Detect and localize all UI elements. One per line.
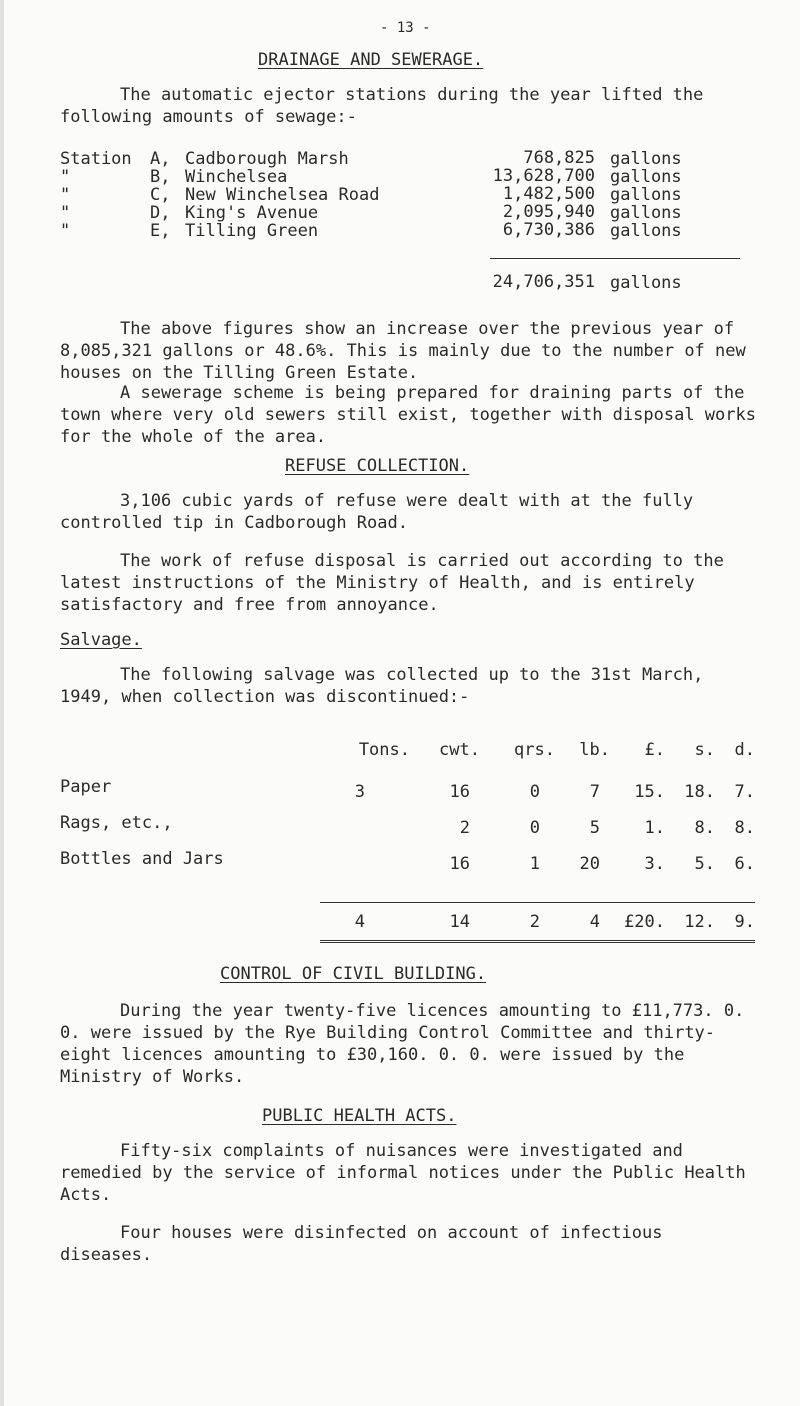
table-total-cell: £20. [624, 912, 665, 932]
station-name: New Winchelsea Road [185, 185, 380, 205]
sewage-total: 24,706,351 [492, 272, 595, 292]
salvage-intro: The following salvage was collected up to the 31st March, 1949, when collection was discontinued:- [60, 665, 704, 707]
drainage-intro: The automatic ejector stations during the year lifted the following amounts of sewage:- [60, 85, 704, 127]
table-cell: 8. [734, 818, 755, 838]
table-cell: 2 [459, 818, 470, 838]
station-name: King's Avenue [185, 203, 319, 223]
station-letter: D, [150, 203, 171, 223]
station-amount: 768,825 [523, 148, 595, 168]
column-header: Tons. [358, 740, 410, 760]
station-letter: E, [150, 221, 171, 241]
column-header: lb. [579, 740, 610, 760]
station-unit: gallons [610, 185, 682, 205]
station-amount: 6,730,386 [502, 220, 595, 240]
column-header: s. [694, 740, 715, 760]
table-total-cell: 2 [529, 912, 540, 932]
drainage-para-scheme: A sewerage scheme is being prepared for draining parts of the town where very old sewers still exist, together with disposal works for the whole of the area. [60, 383, 756, 447]
station-prefix: Station [60, 149, 132, 169]
public-health-para-complaints: Fifty-six complaints of nuisances were investigated and remedied by the service of informal notices under the Public Health Acts. [60, 1141, 746, 1205]
table-cell: 1 [529, 854, 540, 874]
station-letter: B, [150, 167, 171, 187]
table-cell: 0 [529, 818, 540, 838]
table-total-rule [320, 902, 755, 903]
table-cell: 16 [449, 782, 470, 802]
table-row-label: Bottles and Jars [60, 849, 224, 869]
table-cell: 6. [734, 854, 755, 874]
table-cell: 5 [589, 818, 600, 838]
table-total-cell: 14 [449, 912, 470, 932]
table-total-cell: 4 [354, 912, 365, 932]
column-header: d. [734, 740, 755, 760]
station-amount: 13,628,700 [492, 166, 595, 186]
table-cell: 8. [694, 818, 715, 838]
station-letter: A, [150, 149, 171, 169]
column-header: cwt. [439, 740, 480, 760]
table-row-label: Rags, etc., [60, 813, 173, 833]
public-health-para-disinfection: Four houses were disinfected on account of infectious diseases. [60, 1223, 663, 1265]
table-cell: 5. [694, 854, 715, 874]
station-amount: 1,482,500 [502, 184, 595, 204]
table-cell: 1. [644, 818, 665, 838]
table-cell: 7. [734, 782, 755, 802]
refuse-heading: REFUSE COLLECTION. [285, 456, 470, 476]
table-cell: 18. [684, 782, 715, 802]
station-unit: gallons [610, 167, 682, 187]
table-cell: 15. [634, 782, 665, 802]
station-amount: 2,095,940 [502, 202, 595, 222]
station-unit: gallons [610, 221, 682, 241]
table-cell: 3. [644, 854, 665, 874]
refuse-para-disposal: The work of refuse disposal is carried out according to the latest instructions of the Ministry of Health, and is entirely satisfactory and free from annoyance. [60, 551, 724, 615]
page-number: - 13 - [380, 20, 431, 36]
table-total-cell: 9. [734, 912, 755, 932]
station-prefix: " [60, 167, 71, 187]
station-prefix: " [60, 203, 71, 223]
station-prefix: " [60, 221, 71, 241]
table-cell: 16 [449, 854, 470, 874]
table-double-rule [320, 940, 755, 943]
table-total-cell: 4 [589, 912, 600, 932]
table-cell: 0 [529, 782, 540, 802]
station-unit: gallons [610, 203, 682, 223]
station-prefix: " [60, 185, 71, 205]
sewage-total-unit: gallons [610, 273, 682, 293]
refuse-para-tip: 3,106 cubic yards of refuse were dealt with at the fully controlled tip in Cadborough Road. [60, 491, 694, 533]
station-name: Winchelsea [185, 167, 288, 187]
public-health-heading: PUBLIC HEALTH ACTS. [262, 1106, 457, 1126]
drainage-heading: DRAINAGE AND SEWERAGE. [258, 50, 484, 70]
table-cell: 20 [579, 854, 600, 874]
page-edge [0, 0, 4, 1406]
station-letter: C, [150, 185, 171, 205]
drainage-para-increase: The above figures show an increase over the previous year of 8,085,321 gallons or 48.6%. This is mainly due to the number of new houses on the Tilling Green Estate. [60, 319, 746, 383]
station-unit: gallons [610, 149, 682, 169]
station-name: Cadborough Marsh [185, 149, 349, 169]
table-cell: 7 [589, 782, 600, 802]
column-header: £. [644, 740, 665, 760]
building-heading: CONTROL OF CIVIL BUILDING. [220, 964, 487, 984]
column-header: qrs. [514, 740, 555, 760]
salvage-heading: Salvage. [60, 630, 142, 650]
table-cell: 3 [354, 782, 365, 802]
station-name: Tilling Green [185, 221, 319, 241]
table-row-label: Paper [60, 777, 112, 797]
table-total-cell: 12. [684, 912, 715, 932]
total-rule [490, 258, 740, 259]
building-para: During the year twenty-five licences amounting to £11,773. 0. 0. were issued by the Rye Building Control Committee and thirty-eight licences amounting to £30,160. 0. 0. were issued by the Ministry of Works. [60, 1001, 745, 1087]
